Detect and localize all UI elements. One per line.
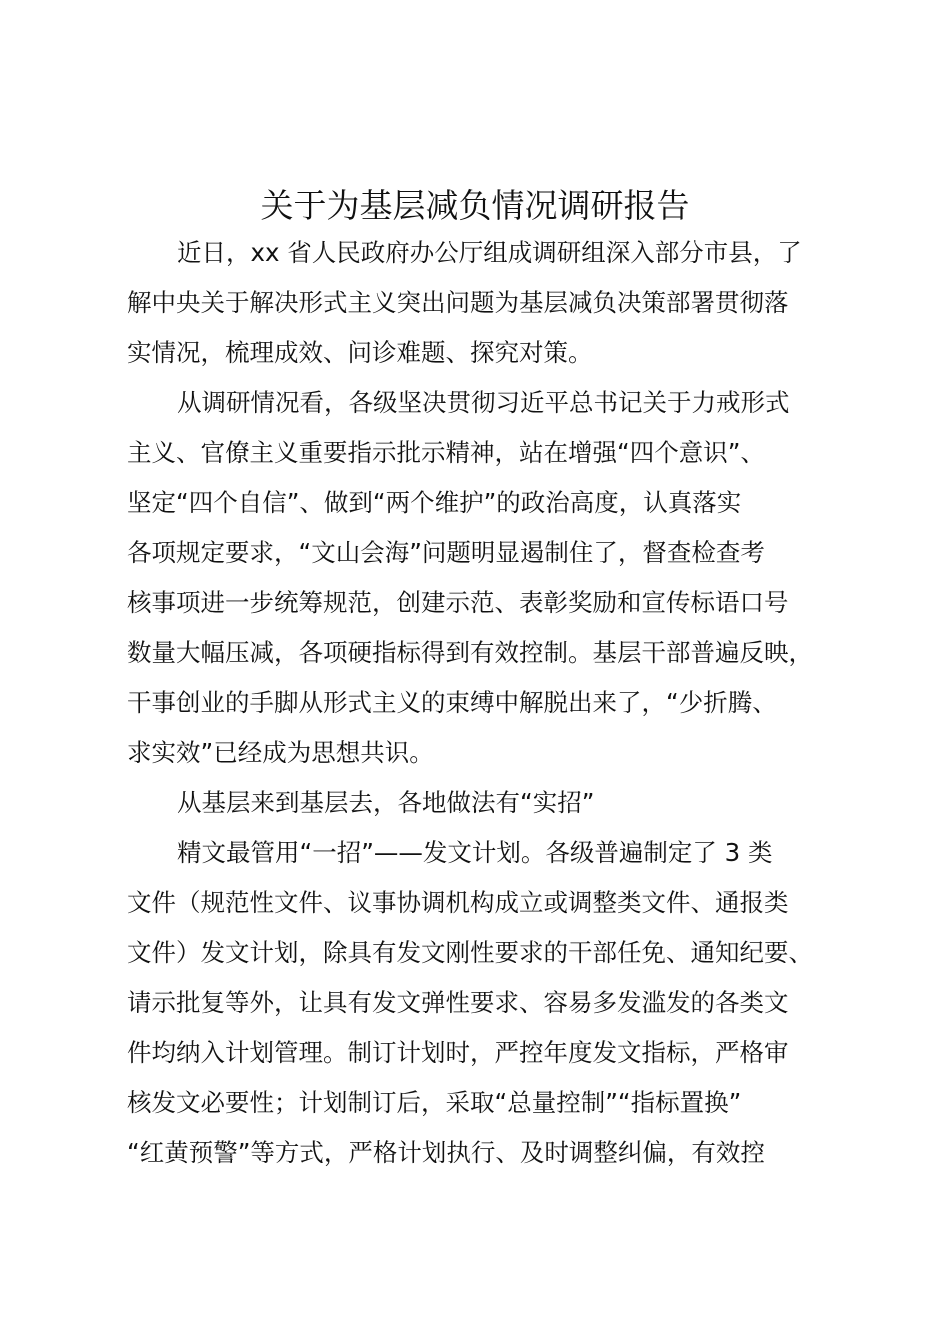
paragraph-line: 解中央关于解决形式主义突出问题为基层减负决策部署贯彻落 [127,288,789,317]
paragraph-line: 求实效”已经成为思想共识。 [127,738,434,767]
paragraph-line: 文件（规范性文件、议事协调机构成立或调整类文件、通报类 [127,888,789,917]
paragraph-line: 核事项进一步统筹规范，创建示范、表彰奖励和宣传标语口号 [127,588,789,617]
paragraph-line: 从调研情况看，各级坚决贯彻习近平总书记关于力戒形式 [177,388,790,417]
paragraph-line: 精文最管用“一招”——发文计划。各级普遍制定了 3 类 [177,838,773,867]
paragraph-line: 文件）发文计划，除具有发文刚性要求的干部任免、通知纪要、 [127,938,813,967]
paragraph-line: 近日，xx 省人民政府办公厅组成调研组深入部分市县，了 [177,238,802,267]
paragraph-line: “红黄预警”等方式，严格计划执行、及时调整纠偏，有效控 [127,1138,765,1167]
paragraph-line: 请示批复等外，让具有发文弹性要求、容易多发滥发的各类文 [127,988,789,1017]
paragraph-line: 主义、官僚主义重要指示批示精神，站在增强“四个意识”、 [127,438,765,467]
paragraph-line: 数量大幅压减，各项硬指标得到有效控制。基层干部普遍反映， [127,638,813,667]
paragraph-line: 干事创业的手脚从形式主义的束缚中解脱出来了，“少折腾、 [127,688,777,717]
document-title: 关于为基层减负情况调研报告 [260,186,690,225]
paragraph-line: 坚定“四个自信”、做到“两个维护”的政治高度，认真落实 [127,488,742,517]
paragraph-line: 实情况，梳理成效、问诊难题、探究对策。 [127,338,593,367]
document-body [127,228,847,1178]
section-heading-line: 从基层来到基层去，各地做法有“实招” [177,788,595,817]
paragraph-line: 核发文必要性；计划制订后，采取“总量控制”“指标置换” [127,1088,742,1117]
paragraph-line: 件均纳入计划管理。制订计划时，严控年度发文指标，严格审 [127,1038,789,1067]
paragraph-line: 各项规定要求，“文山会海”问题明显遏制住了，督查检查考 [127,538,765,567]
